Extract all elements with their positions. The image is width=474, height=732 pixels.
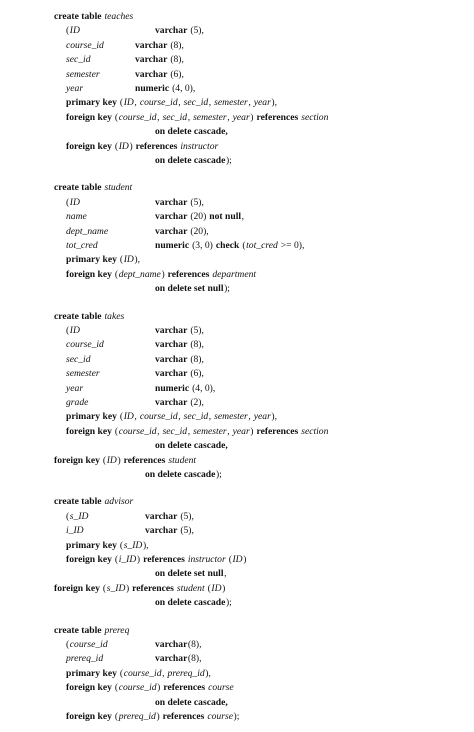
sql-punctuation: (8), bbox=[167, 39, 184, 51]
sql-keyword: foreign key bbox=[66, 140, 115, 152]
sql-punctuation: ( bbox=[119, 254, 124, 266]
sql-identifier: advisor bbox=[104, 496, 134, 508]
sql-punctuation: , bbox=[208, 97, 214, 109]
sql-keyword: varchar bbox=[155, 225, 188, 237]
sql-identifier: prereq_id bbox=[118, 711, 156, 722]
sql-identifier: instructor bbox=[187, 554, 226, 565]
sql-punctuation: ) bbox=[136, 554, 143, 565]
sql-identifier: tot_cred bbox=[66, 240, 98, 251]
sql-punctuation: ( bbox=[114, 140, 119, 152]
sql-keyword: references bbox=[163, 682, 208, 694]
sql-punctuation: (3, 0) bbox=[189, 240, 216, 251]
sql-identifier: prereq bbox=[104, 624, 130, 636]
sql-punctuation: ( bbox=[226, 554, 232, 565]
sql-keyword: numeric bbox=[155, 240, 190, 251]
sql-identifier: semester bbox=[214, 97, 248, 109]
sql-keyword: foreign key bbox=[66, 268, 115, 280]
sql-identifier: ID bbox=[118, 140, 129, 152]
sql-punctuation: ( bbox=[114, 111, 119, 123]
sql-identifier: semester bbox=[193, 111, 227, 123]
sql-keyword: varchar bbox=[155, 325, 188, 336]
sql-keyword: foreign key bbox=[66, 425, 115, 437]
sql-keyword: primary key bbox=[66, 254, 120, 266]
sql-punctuation: ( bbox=[102, 454, 107, 466]
sql-punctuation: (20), bbox=[187, 225, 209, 237]
sql-punctuation: ( bbox=[114, 682, 119, 694]
sql-identifier: course_id bbox=[66, 339, 104, 351]
sql-identifier: prereq_id bbox=[167, 667, 205, 679]
sql-identifier: sec_id bbox=[162, 111, 188, 123]
sql-identifier: s_ID bbox=[106, 582, 126, 594]
sql-identifier: takes bbox=[104, 310, 125, 322]
sql-identifier: ID bbox=[69, 25, 80, 37]
sql-punctuation: ( bbox=[119, 539, 124, 551]
sql-keyword: varchar bbox=[145, 525, 178, 537]
sql-identifier: i_ID bbox=[66, 525, 84, 537]
sql-identifier: dept_name bbox=[118, 268, 161, 280]
sql-punctuation: ) bbox=[222, 582, 226, 594]
sql-keyword: varchar bbox=[155, 653, 188, 665]
sql-punctuation: ( bbox=[114, 268, 119, 280]
sql-punctuation: ), bbox=[271, 411, 277, 423]
sql-punctuation: , bbox=[208, 411, 214, 423]
sql-keyword: not null bbox=[209, 211, 242, 223]
sql-keyword: primary key bbox=[66, 667, 120, 679]
sql-punctuation: ( bbox=[102, 582, 107, 594]
sql-identifier: student bbox=[168, 454, 197, 466]
sql-punctuation: ( bbox=[119, 667, 124, 679]
sql-punctuation: ); bbox=[225, 155, 232, 166]
sql-keyword: on delete cascade, bbox=[155, 440, 228, 452]
sql-punctuation: ) bbox=[129, 140, 136, 152]
sql-identifier: ID bbox=[69, 325, 80, 336]
sql-punctuation: (20) bbox=[187, 211, 209, 223]
sql-identifier: year bbox=[253, 411, 271, 423]
sql-punctuation: (5), bbox=[177, 525, 194, 537]
sql-identifier: semester bbox=[66, 368, 100, 380]
sql-punctuation: ), bbox=[271, 97, 277, 109]
sql-punctuation: (4, 0), bbox=[169, 83, 196, 94]
sql-punctuation: ) bbox=[156, 711, 163, 722]
sql-punctuation: (5), bbox=[177, 510, 194, 522]
sql-keyword: varchar bbox=[155, 25, 188, 37]
sql-punctuation: (6), bbox=[187, 368, 204, 380]
sql-keyword: varchar bbox=[155, 339, 188, 351]
sql-keyword: foreign key bbox=[54, 454, 103, 466]
sql-keyword: on delete cascade, bbox=[155, 696, 228, 708]
sql-identifier: sec_id bbox=[66, 54, 91, 66]
sql-keyword: create table bbox=[54, 11, 104, 22]
sql-keyword: references bbox=[162, 711, 207, 722]
sql-punctuation: ); bbox=[225, 597, 232, 609]
sql-punctuation: ( bbox=[66, 325, 70, 336]
sql-keyword: create table bbox=[54, 182, 104, 194]
sql-punctuation: ( bbox=[205, 582, 211, 594]
sql-keyword: primary key bbox=[66, 97, 120, 109]
sql-identifier: teaches bbox=[104, 11, 134, 22]
sql-punctuation: , bbox=[178, 97, 184, 109]
sql-punctuation: ( bbox=[114, 554, 119, 565]
sql-punctuation: (8), bbox=[187, 653, 202, 665]
sql-keyword: on delete cascade bbox=[145, 469, 216, 480]
sql-keyword: varchar bbox=[155, 196, 188, 208]
sql-punctuation: ) bbox=[157, 682, 163, 694]
sql-punctuation: , bbox=[248, 97, 254, 109]
sql-keyword: references bbox=[256, 425, 301, 437]
sql-identifier: course_id bbox=[118, 425, 157, 437]
sql-identifier: year bbox=[253, 97, 271, 109]
sql-keyword: on delete cascade bbox=[155, 597, 226, 609]
sql-identifier: course bbox=[208, 682, 234, 694]
sql-punctuation: ( bbox=[66, 510, 70, 522]
sql-identifier: course_id bbox=[66, 39, 104, 51]
sql-punctuation: ), bbox=[134, 254, 141, 266]
sql-identifier: semester bbox=[214, 411, 248, 423]
sql-keyword: on delete cascade bbox=[155, 155, 226, 166]
sql-punctuation: ) bbox=[125, 582, 132, 594]
sql-identifier: ID bbox=[123, 411, 134, 423]
sql-keyword: varchar bbox=[155, 639, 188, 650]
sql-identifier: course_id bbox=[118, 111, 157, 123]
sql-punctuation: (5), bbox=[187, 25, 204, 37]
sql-identifier: instructor bbox=[180, 140, 219, 152]
sql-punctuation: , bbox=[134, 411, 140, 423]
sql-keyword: foreign key bbox=[66, 111, 115, 123]
sql-identifier: sec_id bbox=[66, 353, 91, 365]
sql-keyword: foreign key bbox=[66, 682, 115, 694]
sql-identifier: course_id bbox=[118, 682, 157, 694]
sql-punctuation: ); bbox=[233, 711, 240, 722]
sql-identifier: department bbox=[212, 268, 257, 280]
sql-punctuation: , bbox=[187, 425, 193, 437]
sql-identifier: section bbox=[301, 111, 329, 123]
sql-punctuation: ( bbox=[242, 240, 246, 251]
sql-punctuation: (4, 0), bbox=[189, 382, 216, 394]
sql-punctuation: ) bbox=[243, 554, 247, 565]
sql-keyword: references bbox=[123, 454, 168, 466]
sql-identifier: s_ID bbox=[123, 539, 143, 551]
sql-punctuation: , bbox=[187, 111, 193, 123]
sql-punctuation: (8), bbox=[187, 339, 204, 351]
sql-keyword: numeric bbox=[155, 382, 190, 394]
sql-identifier: course_id bbox=[139, 411, 178, 423]
sql-identifier: ID bbox=[123, 254, 134, 266]
sql-punctuation: , bbox=[157, 425, 162, 437]
sql-keyword: on delete cascade, bbox=[155, 126, 228, 138]
sql-keyword: references bbox=[143, 554, 188, 565]
sql-keyword: primary key bbox=[66, 539, 120, 551]
sql-keyword: varchar bbox=[145, 510, 178, 522]
sql-punctuation: , bbox=[224, 568, 227, 580]
sql-punctuation: >= 0), bbox=[278, 240, 305, 251]
sql-keyword: varchar bbox=[155, 397, 188, 408]
sql-keyword: check bbox=[215, 240, 242, 251]
sql-punctuation: (2), bbox=[187, 397, 204, 408]
sql-keyword: varchar bbox=[155, 353, 188, 365]
sql-identifier: ID bbox=[69, 196, 80, 208]
sql-punctuation: (8), bbox=[187, 639, 202, 650]
sql-keyword: references bbox=[132, 582, 177, 594]
sql-keyword: varchar bbox=[155, 368, 188, 380]
sql-punctuation: ( bbox=[66, 639, 70, 650]
sql-punctuation: (6), bbox=[167, 68, 184, 80]
sql-punctuation: , bbox=[227, 425, 233, 437]
sql-punctuation: , bbox=[227, 111, 233, 123]
sql-identifier: grade bbox=[66, 397, 89, 408]
sql-identifier: ID bbox=[211, 582, 222, 594]
sql-identifier: year bbox=[232, 111, 250, 123]
sql-punctuation: ( bbox=[114, 425, 119, 437]
sql-identifier: dept_name bbox=[66, 225, 109, 237]
sql-identifier: i_ID bbox=[118, 554, 137, 565]
sql-identifier: course bbox=[207, 711, 233, 722]
sql-identifier: student bbox=[104, 182, 133, 194]
sql-keyword: foreign key bbox=[66, 711, 115, 722]
sql-punctuation: (8), bbox=[167, 54, 184, 66]
sql-identifier: tot_cred bbox=[246, 240, 278, 251]
sql-identifier: s_ID bbox=[69, 510, 89, 522]
sql-keyword: on delete set null bbox=[155, 568, 224, 580]
sql-keyword: create table bbox=[54, 624, 104, 636]
sql-keyword: create table bbox=[54, 496, 104, 508]
sql-identifier: name bbox=[66, 211, 87, 223]
sql-keyword: references bbox=[167, 268, 212, 280]
sql-identifier: semester bbox=[193, 425, 227, 437]
sql-identifier: year bbox=[66, 382, 84, 394]
sql-punctuation: , bbox=[157, 111, 162, 123]
sql-punctuation: ) bbox=[117, 454, 124, 466]
sql-keyword: create table bbox=[54, 310, 104, 322]
sql-identifier: course_id bbox=[123, 667, 162, 679]
sql-punctuation: ( bbox=[114, 711, 119, 722]
sql-keyword: foreign key bbox=[54, 582, 103, 594]
sql-keyword: varchar bbox=[135, 54, 168, 66]
sql-punctuation: ); bbox=[224, 283, 230, 295]
sql-keyword: varchar bbox=[135, 39, 168, 51]
sql-keyword: varchar bbox=[155, 211, 188, 223]
sql-identifier: sec_id bbox=[183, 411, 209, 423]
sql-punctuation: , bbox=[178, 411, 184, 423]
sql-identifier: course_id bbox=[139, 97, 178, 109]
sql-punctuation: ( bbox=[66, 196, 70, 208]
sql-punctuation: (5), bbox=[187, 196, 204, 208]
sql-keyword: references bbox=[256, 111, 301, 123]
sql-identifier: sec_id bbox=[183, 97, 209, 109]
sql-punctuation: , bbox=[134, 97, 140, 109]
sql-punctuation: ), bbox=[142, 539, 149, 551]
sql-identifier: ID bbox=[123, 97, 134, 109]
sql-identifier: student bbox=[176, 582, 205, 594]
sql-identifier: sec_id bbox=[162, 425, 188, 437]
sql-punctuation: ( bbox=[119, 97, 124, 109]
sql-keyword: primary key bbox=[66, 411, 120, 423]
sql-identifier: semester bbox=[66, 68, 100, 80]
sql-punctuation: , bbox=[162, 667, 167, 679]
sql-identifier: year bbox=[66, 83, 84, 94]
sql-punctuation: ( bbox=[66, 25, 70, 37]
sql-identifier: course_id bbox=[69, 639, 108, 650]
sql-punctuation: ); bbox=[215, 469, 222, 480]
sql-punctuation: ) bbox=[250, 425, 256, 437]
sql-identifier: ID bbox=[232, 554, 243, 565]
sql-punctuation: ( bbox=[119, 411, 124, 423]
sql-identifier: section bbox=[301, 425, 329, 437]
sql-punctuation: ), bbox=[205, 667, 211, 679]
sql-keyword: numeric bbox=[135, 83, 170, 94]
sql-punctuation: , bbox=[248, 411, 254, 423]
sql-identifier: year bbox=[232, 425, 250, 437]
sql-keyword: varchar bbox=[135, 68, 168, 80]
sql-punctuation: , bbox=[241, 211, 245, 223]
sql-punctuation: (8), bbox=[187, 353, 204, 365]
sql-punctuation: ) bbox=[250, 111, 256, 123]
sql-identifier: ID bbox=[106, 454, 117, 466]
sql-punctuation: ) bbox=[161, 268, 168, 280]
sql-identifier: prereq_id bbox=[66, 653, 104, 665]
sql-keyword: foreign key bbox=[66, 554, 115, 565]
sql-keyword: references bbox=[135, 140, 180, 152]
sql-keyword: on delete set null bbox=[155, 283, 224, 295]
sql-punctuation: (5), bbox=[187, 325, 204, 336]
